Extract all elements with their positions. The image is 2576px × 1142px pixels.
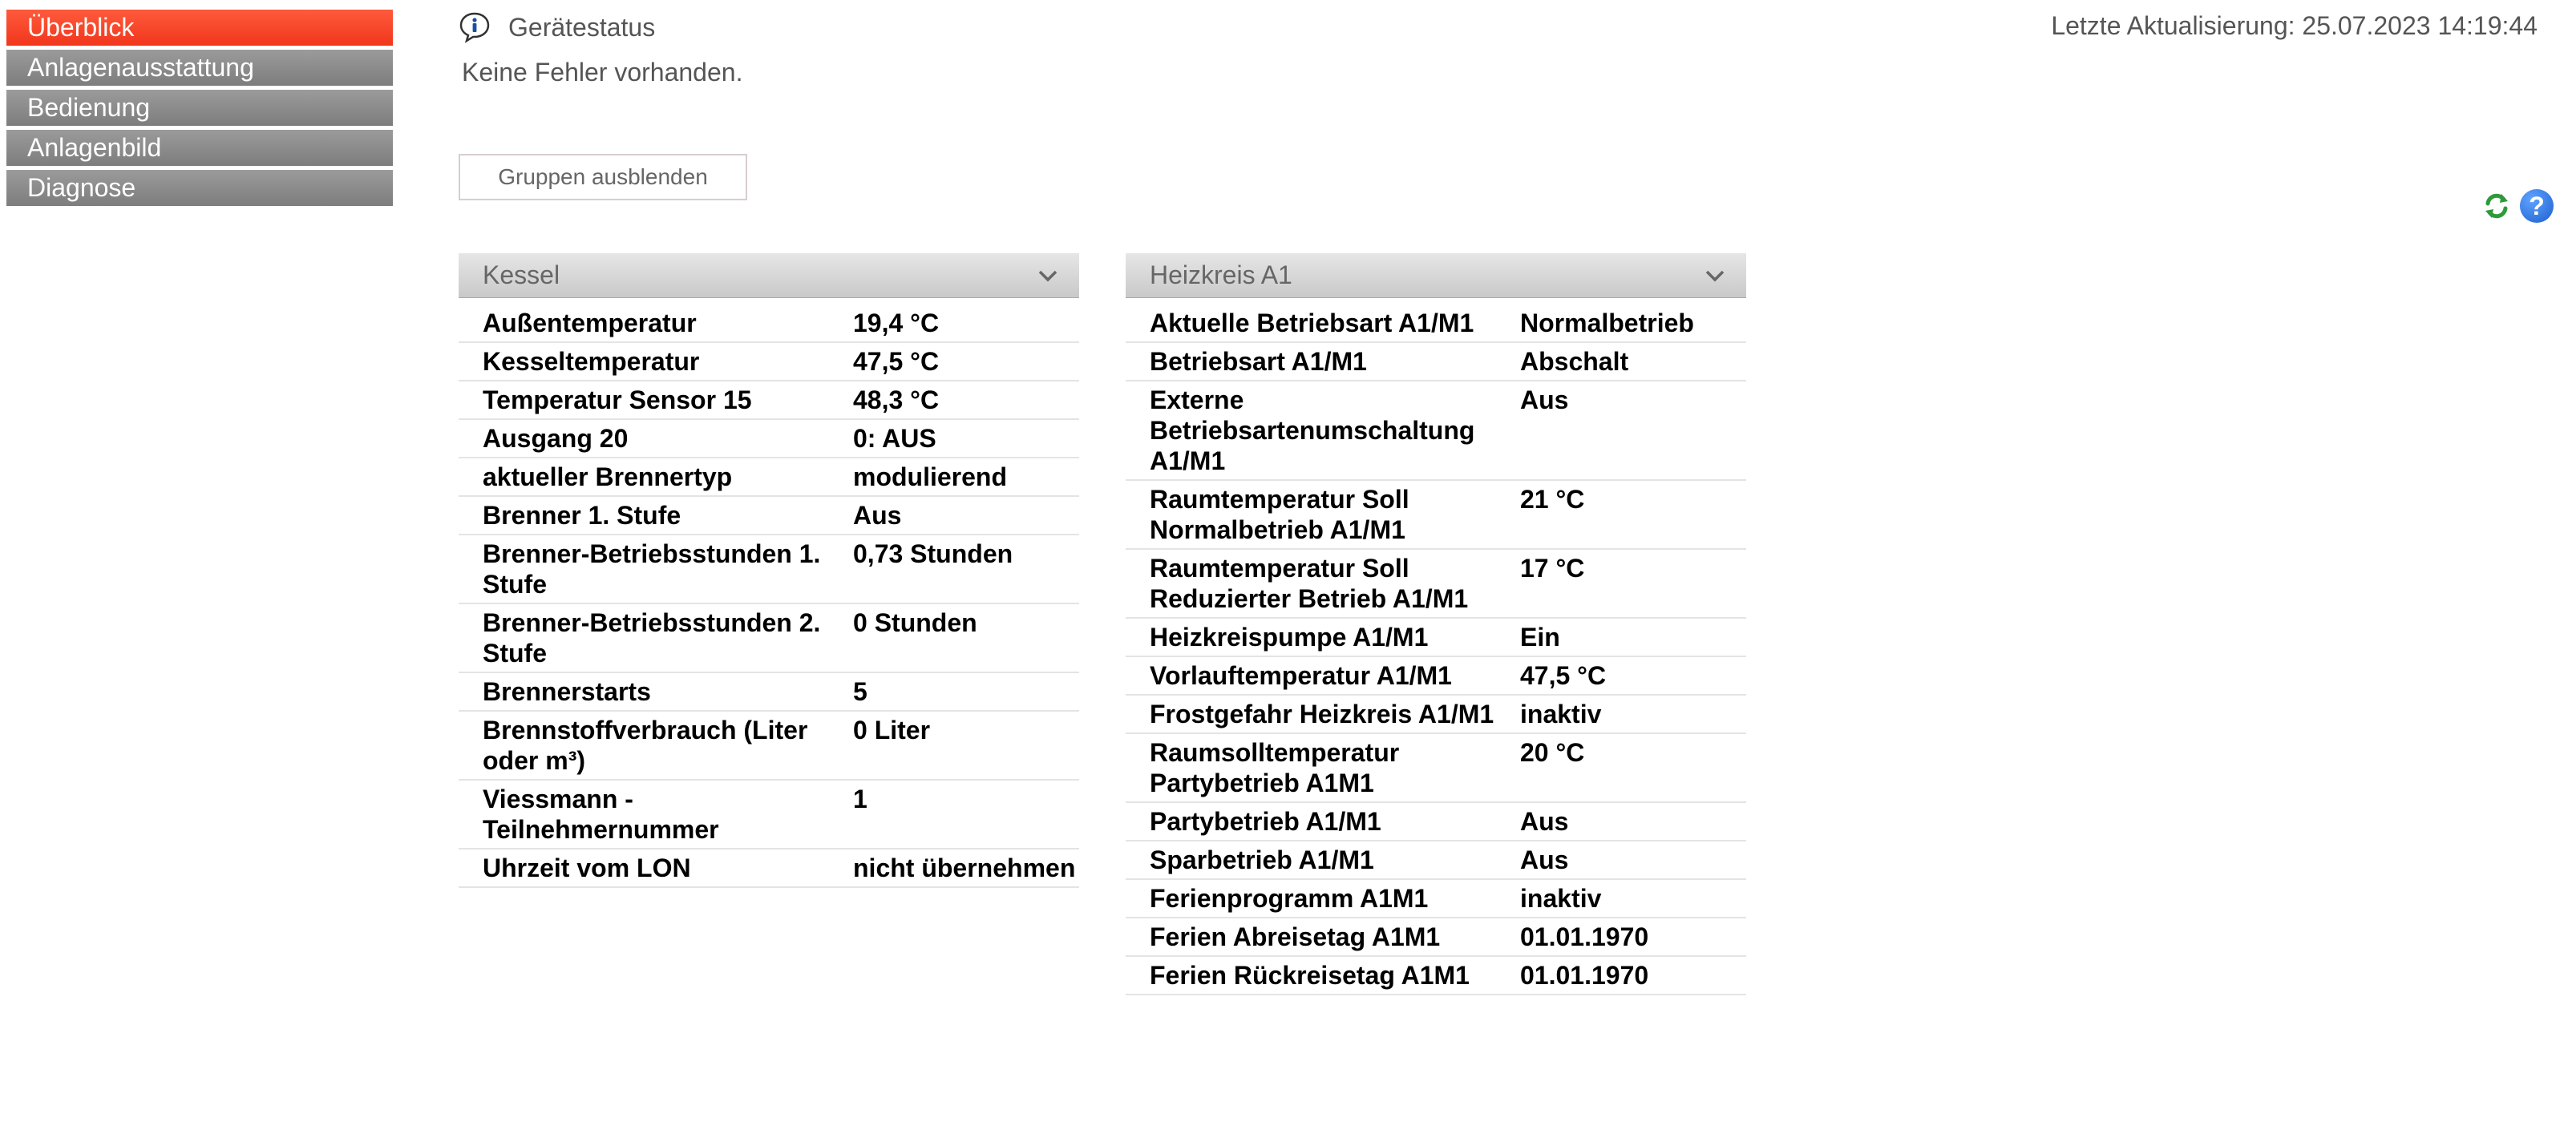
row-label: Ausgang 20 — [483, 424, 629, 453]
nav-item-ueberblick[interactable]: Überblick — [6, 10, 393, 46]
row-value: Aus — [1520, 807, 1569, 836]
row-value: 0,73 Stunden — [853, 539, 1013, 568]
row-label: Brenner-Betriebsstunden 1. Stufe — [483, 539, 821, 599]
row-value: Aus — [853, 501, 902, 530]
row-value: inaktiv — [1520, 700, 1602, 728]
row-value: 47,5 °C — [1520, 661, 1607, 690]
row-label: Heizkreispumpe A1/M1 — [1150, 623, 1429, 652]
info-speech-icon — [459, 11, 491, 43]
row-label: Betriebsart A1/M1 — [1150, 347, 1367, 376]
help-icon[interactable]: ? — [2520, 189, 2554, 223]
table-row — [459, 604, 1079, 673]
row-value: 0 Stunden — [853, 608, 977, 637]
group-kessel-header[interactable] — [459, 253, 1079, 298]
table-row — [1126, 481, 1746, 550]
nav-item-anlagenbild[interactable]: Anlagenbild — [6, 130, 393, 166]
row-value: Aus — [1520, 385, 1569, 414]
table-row — [1126, 803, 1746, 841]
device-status-header — [459, 11, 655, 43]
row-label: Frostgefahr Heizkreis A1/M1 — [1150, 700, 1494, 728]
chevron-down-icon — [1705, 268, 1725, 283]
table-row — [1126, 619, 1746, 657]
row-label: Ferien Abreisetag A1M1 — [1150, 922, 1441, 951]
row-label: Brenner 1. Stufe — [483, 501, 681, 530]
row-label: Außentemperatur — [483, 309, 697, 337]
row-value: Aus — [1520, 845, 1569, 874]
row-label: Externe Betriebsartenumschaltung A1/M1 — [1150, 385, 1475, 475]
row-value: 01.01.1970 — [1520, 961, 1649, 990]
nav-item-diagnose[interactable]: Diagnose — [6, 170, 393, 206]
group-heizkreis-a1 — [1126, 253, 1746, 995]
nav-item-anlagenausstattung[interactable]: Anlagenausstattung — [6, 50, 393, 86]
row-value: 5 — [853, 677, 867, 706]
heizkreis-rows — [1126, 305, 1746, 995]
row-label: Raumtemperatur Soll Normalbetrieb A1/M1 — [1150, 485, 1409, 544]
sidebar-nav — [6, 10, 393, 210]
table-row — [1126, 305, 1746, 343]
row-value: 1 — [853, 785, 867, 813]
hide-groups-button[interactable]: Gruppen ausblenden — [459, 154, 747, 200]
row-value: 01.01.1970 — [1520, 922, 1649, 951]
row-value: nicht übernehmen — [853, 853, 1076, 882]
group-heizkreis-header[interactable] — [1126, 253, 1746, 298]
row-value: 47,5 °C — [853, 347, 940, 376]
table-row — [1126, 734, 1746, 803]
row-value: 0: AUS — [853, 424, 936, 453]
table-row — [1126, 550, 1746, 619]
row-label: Raumsolltemperatur Partybetrieb A1M1 — [1150, 738, 1400, 797]
refresh-icon[interactable] — [2481, 191, 2512, 221]
row-label: Sparbetrieb A1/M1 — [1150, 845, 1374, 874]
group-kessel — [459, 253, 1079, 888]
row-label: Aktuelle Betriebsart A1/M1 — [1150, 309, 1474, 337]
kessel-rows — [459, 305, 1079, 888]
group-title: Heizkreis A1 — [1150, 260, 1292, 289]
table-row — [459, 420, 1079, 458]
row-value: 21 °C — [1520, 485, 1585, 514]
row-label: Partybetrieb A1/M1 — [1150, 807, 1381, 836]
row-value: Abschalt — [1520, 347, 1629, 376]
row-label: Brennstoffverbrauch (Liter oder m³) — [483, 716, 808, 775]
toolbar — [2481, 189, 2554, 223]
row-label: Brennerstarts — [483, 677, 651, 706]
row-value: 19,4 °C — [853, 309, 940, 337]
table-row — [459, 712, 1079, 781]
table-row — [1126, 841, 1746, 880]
table-row — [459, 343, 1079, 381]
last-update-timestamp: Letzte Aktualisierung: 25.07.2023 14:19:44 — [2051, 11, 2538, 40]
table-row — [459, 497, 1079, 535]
table-row — [459, 458, 1079, 497]
status-message: Keine Fehler vorhanden. — [462, 58, 743, 87]
row-label: Viessmann - Teilnehmernummer — [483, 785, 719, 844]
table-row — [459, 305, 1079, 343]
chevron-down-icon — [1037, 268, 1058, 283]
row-value: 17 °C — [1520, 554, 1585, 583]
table-row — [459, 673, 1079, 712]
table-row — [459, 849, 1079, 888]
table-row — [459, 381, 1079, 420]
table-row — [1126, 957, 1746, 995]
row-value: Normalbetrieb — [1520, 309, 1694, 337]
row-label: Uhrzeit vom LON — [483, 853, 691, 882]
row-label: Temperatur Sensor 15 — [483, 385, 752, 414]
table-row — [1126, 696, 1746, 734]
row-value: 20 °C — [1520, 738, 1585, 767]
nav-item-bedienung[interactable]: Bedienung — [6, 90, 393, 126]
table-row — [459, 535, 1079, 604]
row-value: 48,3 °C — [853, 385, 940, 414]
row-value: 0 Liter — [853, 716, 931, 745]
row-value: modulierend — [853, 462, 1008, 491]
row-label: Raumtemperatur Soll Reduzierter Betrieb A1/M1 — [1150, 554, 1469, 613]
status-title: Gerätestatus — [508, 12, 656, 42]
table-row — [1126, 880, 1746, 918]
row-value: Ein — [1520, 623, 1560, 652]
table-row — [1126, 657, 1746, 696]
row-label: Ferien Rückreisetag A1M1 — [1150, 961, 1470, 990]
row-label: Brenner-Betriebsstunden 2. Stufe — [483, 608, 821, 668]
group-title: Kessel — [483, 260, 560, 289]
row-label: Ferienprogramm A1M1 — [1150, 884, 1429, 913]
table-row — [1126, 918, 1746, 957]
row-value: inaktiv — [1520, 884, 1602, 913]
row-label: Kesseltemperatur — [483, 347, 700, 376]
table-row — [1126, 381, 1746, 481]
table-row — [1126, 343, 1746, 381]
row-label: aktueller Brennertyp — [483, 462, 733, 491]
table-row — [459, 781, 1079, 849]
row-label: Vorlauftemperatur A1/M1 — [1150, 661, 1452, 690]
